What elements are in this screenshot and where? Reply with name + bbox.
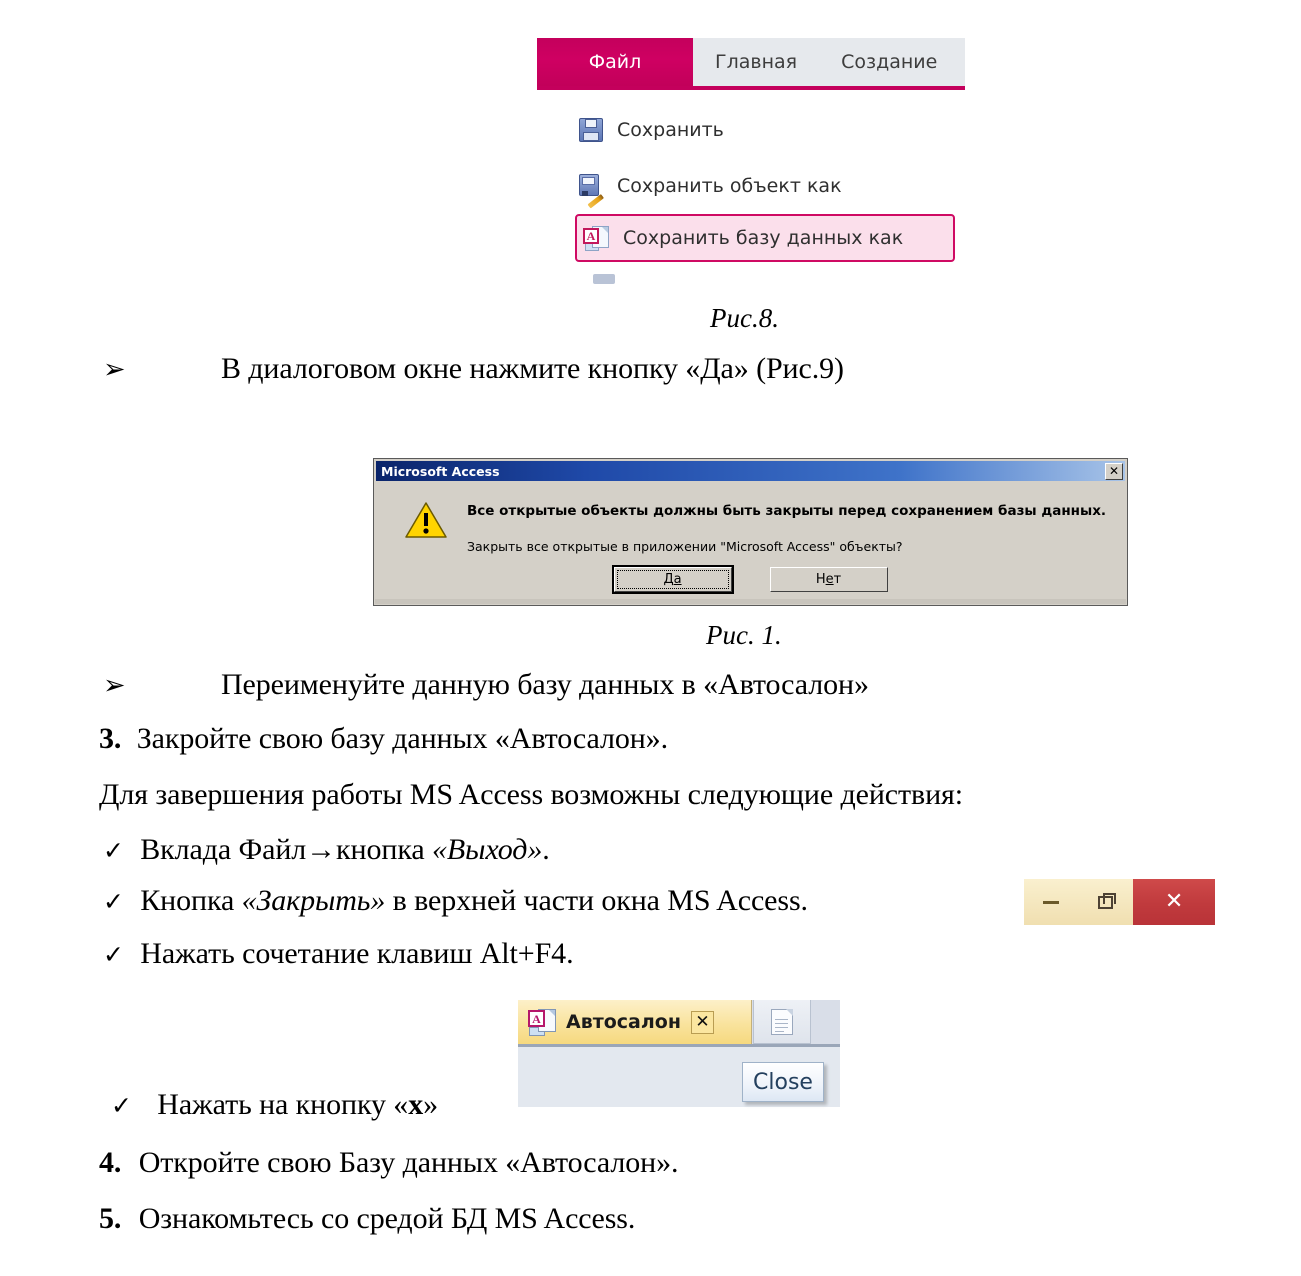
checklist-item-2-emphasis: «Закрыть» bbox=[241, 884, 386, 917]
checklist-item-4-key: x bbox=[408, 1088, 424, 1121]
step-5-number: 5. bbox=[99, 1202, 122, 1235]
access-database-icon: A bbox=[528, 1008, 556, 1036]
access-navigation-tab-figure bbox=[518, 1000, 840, 1107]
checklist-item-1 bbox=[103, 833, 550, 867]
menu-item-partial-icon bbox=[593, 274, 615, 284]
checklist-item-1-emphasis: «Выход» bbox=[431, 833, 543, 866]
figure-access-backstage bbox=[537, 38, 965, 294]
menu-item-save[interactable] bbox=[579, 110, 724, 150]
checklist-item-2-tail: в верхней части окна MS Access. bbox=[385, 884, 808, 917]
dialog-title: Microsoft Access bbox=[381, 463, 500, 479]
checklist-item-3-text: Нажать сочетание клавиш Alt+F4. bbox=[140, 937, 574, 970]
maximize-restore-icon bbox=[1098, 896, 1113, 909]
step-line-1-text: В диалоговом окне нажмите кнопку «Да» (Рис.9) bbox=[220, 352, 844, 385]
menu-item-save-object-as-label: Сохранить объект как bbox=[617, 175, 842, 197]
close-icon[interactable]: ✕ bbox=[1105, 463, 1123, 480]
step-4-text: Откройте свою Базу данных «Автосалон». bbox=[138, 1146, 679, 1179]
checklist-item-2 bbox=[103, 884, 808, 918]
checklist-item-4-text: Нажать на кнопку « bbox=[157, 1088, 409, 1121]
dialog-yes-accel: а bbox=[673, 572, 682, 587]
figure8-caption: Рис.8. bbox=[710, 303, 779, 333]
dialog-no-label-after: т bbox=[833, 572, 842, 587]
ribbon-tab-file[interactable] bbox=[537, 38, 693, 86]
intro-line: Для завершения работы MS Access возможны следующие действия: bbox=[99, 778, 963, 811]
close-button[interactable] bbox=[1133, 879, 1215, 925]
access-database-icon: A bbox=[583, 225, 609, 251]
ribbon-tabstrip bbox=[537, 38, 965, 86]
check-bullet-icon: ✓ bbox=[103, 940, 124, 969]
dialog-message-primary: Все открытые объекты должны быть закрыты перед сохранением базы данных. bbox=[467, 503, 1107, 519]
menu-item-save-database-as-label: Сохранить базу данных как bbox=[623, 227, 904, 249]
dialog-no-label-before: Н bbox=[815, 572, 826, 587]
checklist-item-4-tail: » bbox=[423, 1088, 439, 1121]
document-icon bbox=[771, 1009, 793, 1035]
checklist-item-2-text: Кнопка bbox=[140, 884, 242, 917]
check-bullet-icon: ✓ bbox=[103, 887, 124, 916]
minimize-button[interactable] bbox=[1024, 879, 1079, 925]
ribbon-tab-create[interactable] bbox=[819, 38, 959, 86]
step-5-text: Ознакомьтесь со средой БД MS Access. bbox=[138, 1202, 636, 1235]
minimize-icon bbox=[1043, 901, 1059, 904]
close-icon: ✕ bbox=[1164, 889, 1184, 914]
menu-item-save-object-as[interactable] bbox=[579, 166, 842, 206]
arrow-bullet-icon: ➢ bbox=[103, 354, 126, 385]
checklist-item-1-text: Вклада Файл→кнопка bbox=[140, 833, 432, 866]
floppy-disk-icon bbox=[579, 118, 603, 142]
nav-tab-title: Автосалон bbox=[566, 1011, 681, 1033]
checklist-item-3 bbox=[103, 937, 573, 971]
step-line-2 bbox=[103, 668, 869, 702]
ribbon-tab-home[interactable] bbox=[693, 38, 819, 86]
step-4 bbox=[99, 1146, 678, 1180]
dialog-no-button[interactable] bbox=[770, 567, 888, 592]
checklist-item-1-tail: . bbox=[542, 833, 550, 866]
dialog-caption: Рис. 1. bbox=[706, 620, 782, 650]
step-3-text: Закройте свою базу данных «Автосалон». bbox=[136, 722, 668, 755]
window-caption-buttons bbox=[1024, 879, 1215, 925]
step-3 bbox=[99, 722, 668, 756]
backstage-menu bbox=[537, 90, 965, 294]
dialog-yes-button[interactable] bbox=[614, 567, 732, 592]
checklist-item-4 bbox=[111, 1088, 438, 1122]
nav-tab-document[interactable] bbox=[753, 1000, 811, 1044]
step-3-number: 3. bbox=[99, 722, 122, 755]
dialog-titlebar bbox=[376, 461, 1125, 481]
ribbon-tab-home-label: Главная bbox=[715, 51, 798, 73]
dialog-yes-label-before: Д bbox=[663, 572, 674, 587]
dialog-button-row bbox=[374, 567, 1127, 592]
step-line-1 bbox=[103, 352, 844, 386]
menu-item-save-database-as[interactable] bbox=[583, 216, 903, 260]
step-4-number: 4. bbox=[99, 1146, 122, 1179]
maximize-button[interactable] bbox=[1079, 879, 1134, 925]
menu-item-save-label: Сохранить bbox=[617, 119, 724, 141]
arrow-bullet-icon: ➢ bbox=[103, 670, 126, 701]
warning-triangle-icon bbox=[405, 501, 447, 539]
dialog-no-accel: е bbox=[825, 572, 834, 587]
close-tooltip: Close bbox=[742, 1062, 824, 1102]
step-line-2-text: Переименуйте данную базу данных в «Автосалон» bbox=[220, 668, 869, 701]
nav-tab-avtosalon[interactable] bbox=[518, 1000, 752, 1044]
ribbon-tab-create-label: Создание bbox=[841, 51, 938, 73]
check-bullet-icon: ✓ bbox=[111, 1091, 132, 1120]
dialog-message-secondary: Закрыть все открытые в приложении "Microsoft Access" объекты? bbox=[467, 539, 903, 554]
save-object-icon bbox=[579, 174, 603, 198]
nav-tab-close-icon[interactable]: ✕ bbox=[691, 1011, 714, 1034]
ribbon-tab-file-label: Файл bbox=[588, 51, 642, 73]
step-5 bbox=[99, 1202, 635, 1236]
dialog-bottom-strip bbox=[375, 599, 1126, 604]
microsoft-access-dialog bbox=[373, 458, 1128, 606]
check-bullet-icon: ✓ bbox=[103, 836, 124, 865]
